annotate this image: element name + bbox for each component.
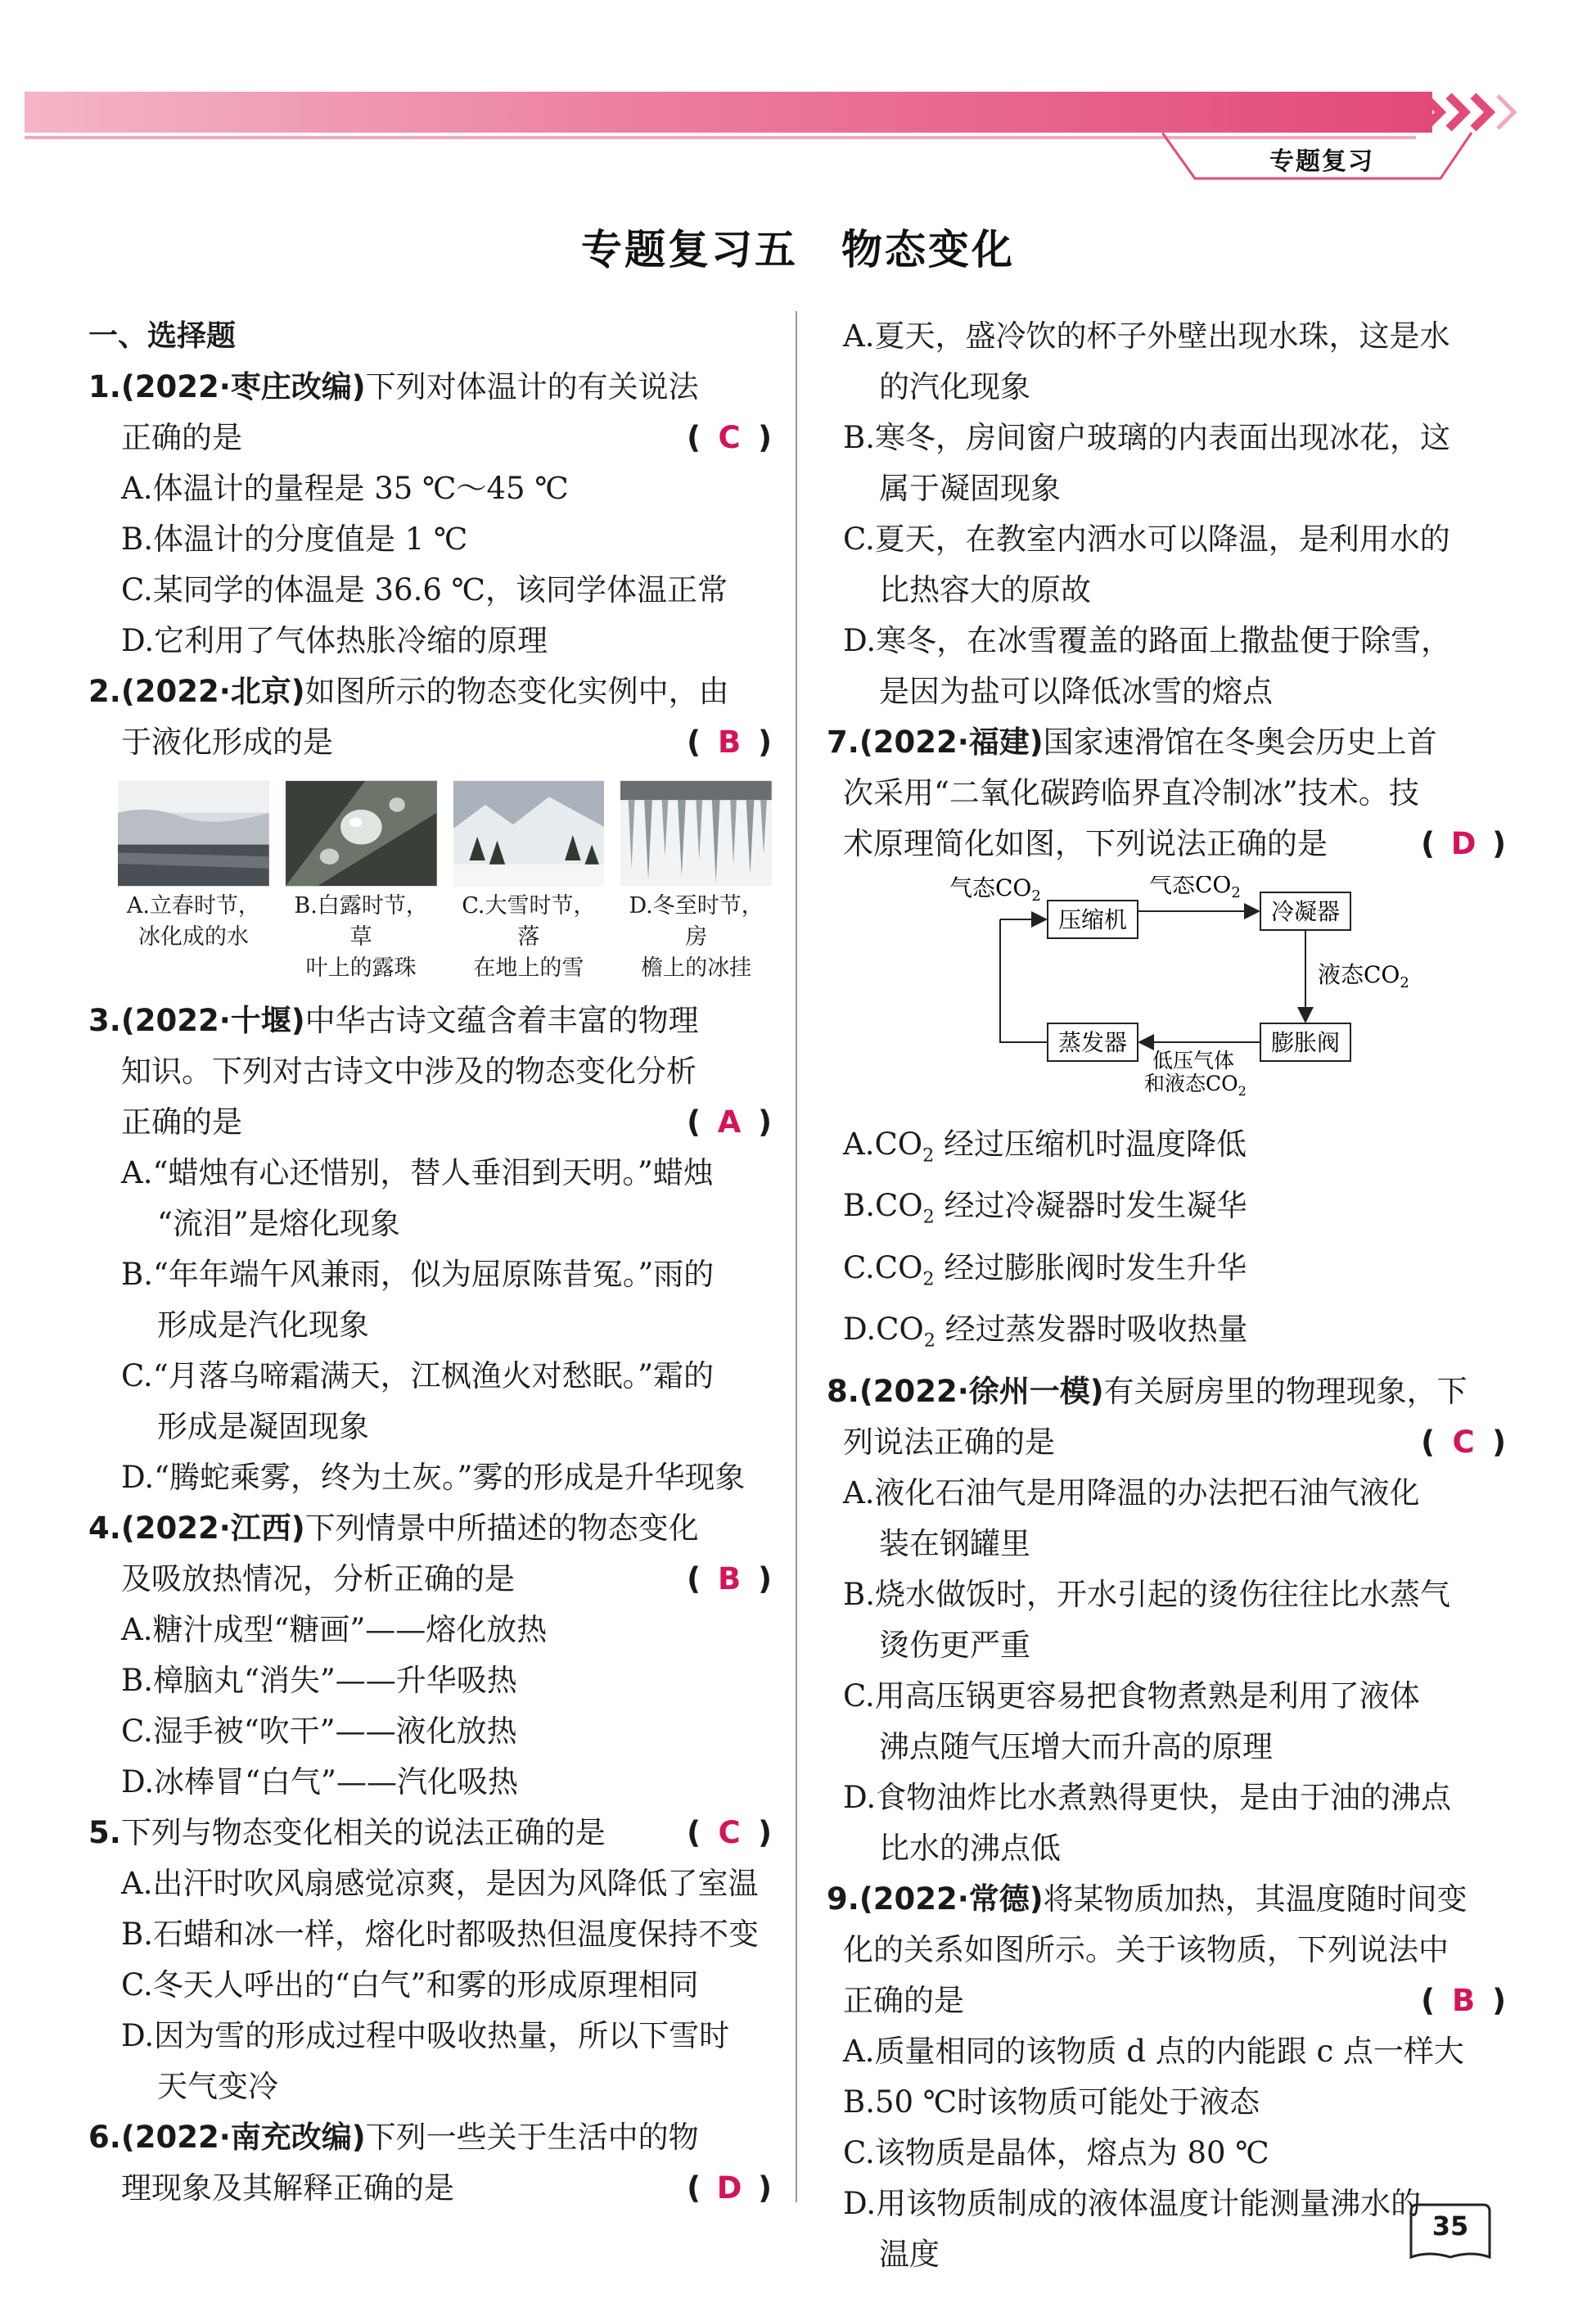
- answer-letter: A: [717, 1104, 742, 1140]
- answer-letter: C: [718, 420, 741, 455]
- question-text: 国家速滑馆在冬奥会历史上首: [1043, 725, 1437, 760]
- option: B.石蜡和冰一样，熔化时都吸热但温度保持不变: [121, 1917, 759, 1952]
- question-stem: [88, 362, 772, 413]
- question-5: [88, 1808, 772, 2112]
- diagram-label: 蒸发器: [1058, 1029, 1128, 1056]
- question-stem: [88, 666, 772, 717]
- question-text: 列说法正确的是: [843, 1424, 1055, 1460]
- header-banner: [25, 92, 1432, 133]
- question-source: (2022·江西): [120, 1510, 305, 1546]
- photo-captions: [118, 891, 772, 984]
- page-number: 35: [1431, 2210, 1469, 2242]
- option: A.质量相同的该物质 d 点的内能跟 c 点一样大: [843, 2033, 1464, 2069]
- question-stem-line: [88, 1554, 772, 1605]
- question-stem-line: [88, 2163, 772, 2214]
- answer-letter: C: [718, 1815, 741, 1850]
- option: B.“年年端午风兼雨，似为屈原陈昔冤。”雨的 形成是汽化现象: [121, 1257, 715, 1343]
- question-text: 如图所示的物态变化实例中，由: [304, 674, 729, 709]
- option: A.“蜡烛有心还惜别，替人垂泪到天明。”蜡烛 “流泪”是熔化现象: [121, 1155, 714, 1241]
- option: $A.CO_2$ 经过压缩机时温度降低: [843, 1127, 1247, 1167]
- question-stem-line: [827, 1417, 1506, 1468]
- option: C.某同学的体温是 36.6 ℃，该同学体温正常: [121, 572, 728, 607]
- diagram-label: 气态$CO_2$: [1149, 876, 1241, 901]
- question-stem-line: [88, 717, 772, 768]
- option: D.“腾蛇乘雾，终为土灰。”雾的形成是升华现象: [121, 1460, 746, 1495]
- question-text: 正确的是: [843, 1982, 964, 2018]
- left-column: [88, 311, 772, 2214]
- diagram-label: 膨胀阀: [1271, 1029, 1341, 1056]
- question-stem: [827, 717, 1506, 768]
- option: A.夏天，盛冷饮的杯子外壁出现水珠，这是水 的汽化现象: [843, 318, 1450, 404]
- answer-letter: D: [1450, 826, 1477, 861]
- diagram-label: 低压气体: [1152, 1049, 1235, 1072]
- question-3: [88, 996, 772, 1503]
- option: A.体温计的量程是 35 ℃～45 ℃: [121, 471, 569, 506]
- question-number: 2.: [88, 674, 121, 709]
- photo-caption: C.大雪时节，落 在地上的雪: [462, 893, 596, 981]
- right-column: [827, 311, 1506, 2280]
- question-text: 正确的是: [121, 420, 242, 455]
- question-text: 下列一些关于生活中的物: [365, 2120, 699, 2155]
- question-source: (2022·徐州一模): [859, 1373, 1104, 1409]
- question-2: [88, 666, 772, 984]
- answer-mark: ( B ): [687, 717, 772, 768]
- section-heading: 一、选择题: [88, 319, 237, 353]
- question-stem: [827, 1874, 1506, 1925]
- answer-letter: B: [717, 1561, 742, 1596]
- option: C.冬天人呼出的“白气”和雾的形成原理相同: [121, 1967, 699, 2003]
- option: A.出汗时吹风扇感觉凉爽，是因为风降低了室温: [121, 1866, 759, 1901]
- question-text: 正确的是: [121, 1104, 242, 1140]
- question-1: [88, 362, 772, 666]
- option: C.“月落乌啼霜满天，江枫渔火对愁眠。”霜的 形成是凝固现象: [121, 1358, 715, 1444]
- option: C.湿手被“吹干”——液化放热: [121, 1714, 517, 1749]
- option: B.烧水做饭时，开水引起的烫伤往往比水蒸气 烫伤更严重: [843, 1576, 1450, 1663]
- photo-caption: B.白露时节，草 叶上的露珠: [294, 893, 428, 981]
- option: D.它利用了气体热胀冷缩的原理: [121, 623, 548, 658]
- option: B.樟脑丸“消失”——升华吸热: [121, 1663, 517, 1698]
- answer-mark: ( D ): [687, 2163, 772, 2214]
- answer-mark: ( C ): [687, 413, 772, 463]
- question-stem-line: [88, 413, 772, 463]
- diagram-label: 液态$CO_2$: [1318, 961, 1409, 991]
- question-source: (2022·南充改编): [120, 2120, 366, 2155]
- answer-letter: D: [716, 2170, 742, 2206]
- diagram-label: 压缩机: [1058, 906, 1128, 933]
- diagram-label: 冷凝器: [1271, 898, 1341, 925]
- question-number: 4.: [88, 1510, 121, 1546]
- answer-letter: B: [1451, 1982, 1476, 2018]
- column-divider: [796, 311, 797, 2202]
- question-text: 将某物质加热，其温度随时间变: [1043, 1881, 1468, 1917]
- question-source: (2022·常德): [859, 1881, 1044, 1917]
- answer-mark: ( C ): [687, 1808, 772, 1858]
- photo-caption: D.冬至时节，房 檐上的冰挂: [629, 893, 764, 981]
- section-tab-label: 专题复习: [1269, 147, 1374, 176]
- question-text: 下列与物态变化相关的说法正确的是: [120, 1815, 606, 1850]
- question-6-options: [827, 311, 1506, 717]
- question-4: [88, 1503, 772, 1808]
- answer-mark: ( D ): [1421, 819, 1506, 869]
- photo-caption: A.立春时节， 冰化成的水: [126, 893, 260, 950]
- answer-letter: B: [717, 725, 742, 760]
- question-number: 3.: [88, 1003, 121, 1038]
- page-title: 专题复习五 物态变化: [581, 225, 1015, 273]
- question-text: 下列对体温计的有关说法: [365, 369, 699, 404]
- option: C.该物质是晶体，熔点为 80 ℃: [843, 2134, 1269, 2170]
- question-number: 1.: [88, 369, 121, 404]
- answer-mark: ( B ): [1421, 1976, 1506, 2026]
- question-number: 9.: [827, 1881, 859, 1917]
- dew-on-leaf-photo: [286, 779, 437, 887]
- question-number: 8.: [827, 1373, 859, 1409]
- photo-row: [118, 779, 772, 887]
- option: A.糖汁成型“糖画”——熔化放热: [121, 1612, 548, 1647]
- question-number: 6.: [88, 2120, 121, 2155]
- answer-mark: ( C ): [1421, 1417, 1506, 1468]
- question-8: [827, 1366, 1506, 1874]
- option: C.用高压锅更容易把食物煮熟是利用了液体 沸点随气压增大而升高的原理: [843, 1678, 1420, 1764]
- option: B.寒冬，房间窗户玻璃的内表面出现冰花，这 属于凝固现象: [843, 420, 1450, 506]
- ice-melting-photo: [118, 779, 269, 887]
- option: $D.CO_2$ 经过蒸发器时吸收热量: [843, 1312, 1248, 1352]
- question-text: 及吸放热情况，分析正确的是: [121, 1561, 515, 1596]
- option: B.50 ℃时该物质可能处于液态: [843, 2084, 1260, 2120]
- question-stem-line: [88, 1097, 772, 1148]
- option: D.食物油炸比水煮熟得更快，是由于油的沸点 比水的沸点低: [843, 1779, 1452, 1866]
- question-text: 中华古诗文蕴含着丰富的物理: [304, 1003, 699, 1038]
- option: B.体温计的分度值是 1 ℃: [121, 522, 468, 557]
- question-stem: [88, 2112, 772, 2163]
- question-text: 理现象及其解释正确的是: [121, 2170, 454, 2206]
- option: D.冰棒冒“白气”——汽化吸热: [121, 1764, 518, 1800]
- question-stem: [88, 1503, 772, 1554]
- answer-mark: ( A ): [687, 1097, 772, 1148]
- answer-letter: C: [1452, 1424, 1475, 1460]
- question-9: [827, 1874, 1506, 2280]
- icicles-photo: [620, 779, 772, 887]
- question-number: 5.: [88, 1815, 121, 1850]
- question-source: (2022·枣庄改编): [120, 369, 366, 404]
- question-source: (2022·北京): [120, 674, 305, 709]
- question-stem-line: [827, 819, 1506, 869]
- snow-landscape-photo: [453, 779, 605, 887]
- arrow-return: [1000, 919, 1048, 1042]
- question-text: 化的关系如图所示。关于该物质，下列说法中: [843, 1931, 1449, 1967]
- question-source: (2022·福建): [859, 725, 1044, 760]
- question-source: (2022·十堰): [120, 1003, 305, 1038]
- option: D.用该物质制成的液体温度计能测量沸水的 温度: [843, 2185, 1422, 2272]
- question-text: 知识。下列对古诗文中涉及的物态变化分析: [121, 1054, 697, 1089]
- option: D.因为雪的形成过程中吸收热量，所以下雪时 天气变冷: [121, 2018, 730, 2104]
- co2-cycle-diagram: [949, 876, 1490, 1097]
- question-text: 术原理简化如图，下列说法正确的是: [843, 826, 1328, 861]
- question-text: 下列情景中所描述的物态变化: [304, 1510, 699, 1546]
- diagram-label: 和液态$CO_2$: [1144, 1072, 1247, 1097]
- question-6: [88, 2112, 772, 2214]
- option: D.寒冬，在冰雪覆盖的路面上撒盐便于除雪， 是因为盐可以降低冰雪的熔点: [843, 623, 1452, 709]
- answer-mark: ( B ): [687, 1554, 772, 1605]
- option: $B.CO_2$ 经过冷凝器时发生凝华: [843, 1188, 1247, 1228]
- question-7: [827, 717, 1506, 1366]
- question-text: 于液化形成的是: [121, 725, 333, 760]
- option: C.夏天，在教室内洒水可以降温，是利用水的 比热容大的原故: [843, 522, 1450, 607]
- option: A.液化石油气是用降温的办法把石油气液化 装在钢罐里: [843, 1474, 1420, 1561]
- question-stem-line: [827, 1976, 1506, 2026]
- question-stem: [88, 996, 772, 1046]
- question-stem: [827, 1366, 1506, 1417]
- diagram-label: 气态$CO_2$: [949, 876, 1041, 905]
- question-stem: [88, 1808, 772, 1858]
- option: $C.CO_2$ 经过膨胀阀时发生升华: [843, 1249, 1247, 1290]
- question-text: 次采用“二氧化碳跨临界直冷制冰”技术。技: [843, 775, 1419, 811]
- question-number: 7.: [827, 725, 859, 760]
- question-text: 有关厨房里的物理现象，下: [1103, 1373, 1468, 1409]
